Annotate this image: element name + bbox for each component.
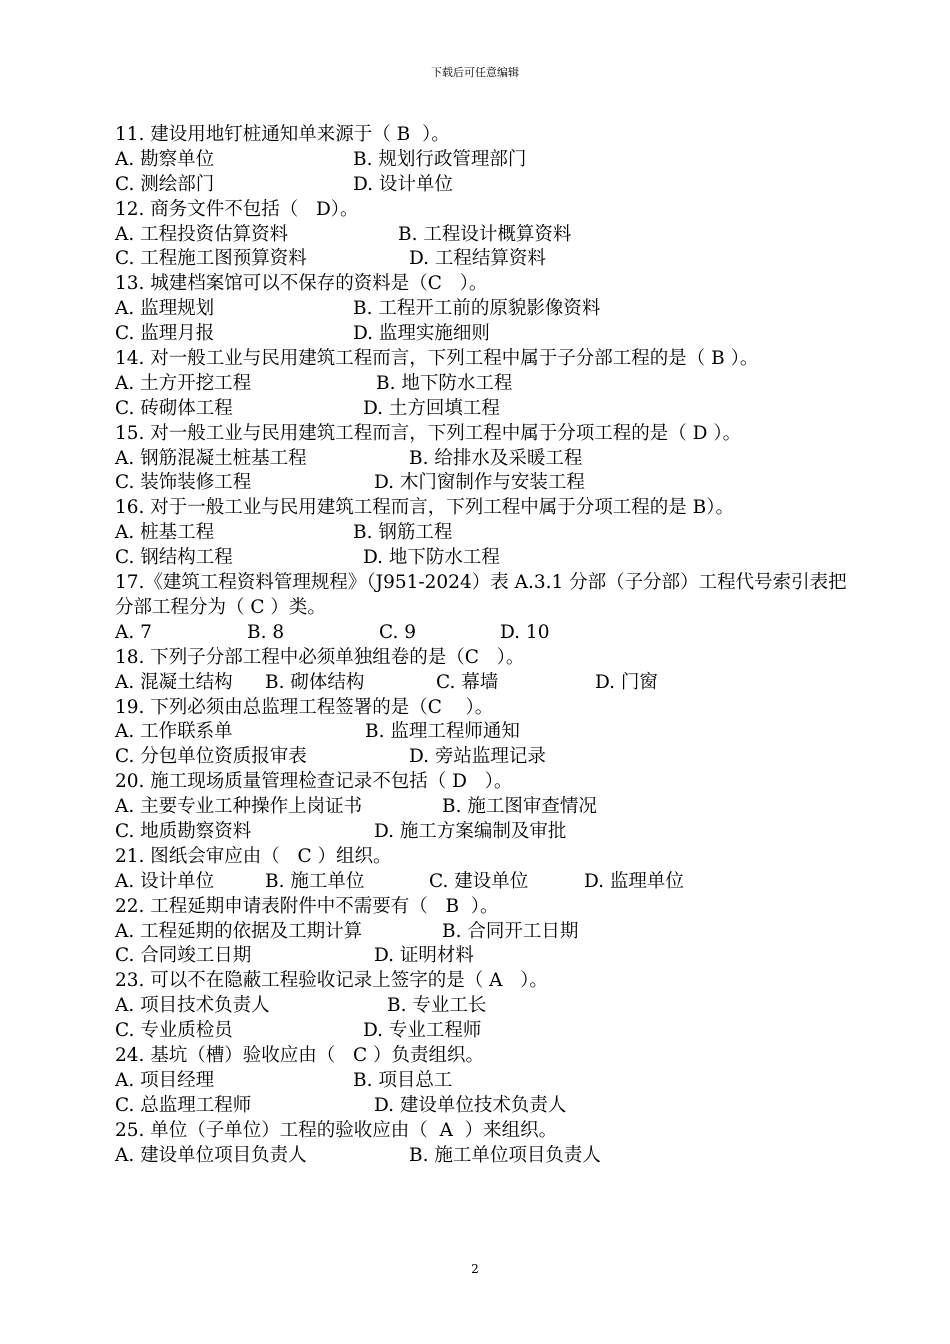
answer-options-row: [115, 720, 860, 745]
question-text: 15. 对一般工业与民用建筑工程而言，下列工程中属于分项工程的是（ D ）。: [115, 422, 742, 444]
answer-options-row: [115, 521, 860, 546]
answer-options-row: [115, 322, 860, 347]
answer-option: B. 项目总工: [353, 1069, 453, 1091]
answer-option: D. 监理实施细则: [353, 323, 490, 345]
answer-option: D. 地下防水工程: [363, 547, 500, 569]
answer-option: D. 旁站监理记录: [409, 746, 546, 768]
answer-options-row: [115, 1069, 860, 1094]
answer-option: A. 监理规划: [115, 298, 215, 320]
answer-options-row: [115, 297, 860, 322]
question-text: 13. 城建档案馆可以不保存的资料是（C ）。: [115, 273, 488, 295]
answer-options-row: [115, 994, 860, 1019]
answer-option: C. 合同竣工日期: [115, 945, 252, 967]
question-text: 11. 建设用地钉桩通知单来源于（ B ）。: [115, 124, 450, 145]
answer-options-row: [115, 820, 860, 845]
answer-option: B. 合同开工日期: [442, 920, 579, 942]
answer-option: A. 项目经理: [115, 1069, 215, 1091]
answer-options-row: [115, 745, 860, 770]
answer-option: A. 项目技术负责人: [115, 995, 270, 1017]
question-text: 23. 可以不在隐蔽工程验收记录上签字的是（ A ）。: [115, 970, 548, 992]
answer-options-row: [115, 795, 860, 820]
question-text: 17.《建筑工程资料管理规程》（J951-2024）表 A.3.1 分部（子分部）工程代号索引表把分部工程分为（ C ）类。: [115, 572, 847, 618]
answer-option: A. 工程延期的依据及工期计算: [115, 920, 363, 942]
answer-option: D. 证明材料: [374, 945, 474, 967]
answer-option: B. 施工图审查情况: [442, 796, 597, 818]
answer-option: D. 专业工程师: [363, 1020, 482, 1042]
answer-option: C. 测绘部门: [115, 173, 215, 195]
answer-option: B. 地下防水工程: [376, 372, 513, 394]
answer-option: D. 工程结算资料: [409, 248, 546, 270]
answer-option: D. 监理单位: [584, 870, 684, 892]
answer-option: A. 桩基工程: [115, 522, 215, 544]
answer-option: A. 7: [115, 621, 152, 643]
answer-option: A. 混凝土结构: [115, 671, 233, 693]
answer-options-row: [115, 223, 860, 248]
answer-option: B. 8: [247, 621, 285, 643]
answer-option: C. 幕墙: [436, 671, 499, 693]
answer-options-row: [115, 920, 860, 945]
page-header: 下载后可任意编辑: [431, 66, 519, 79]
question-text: 25. 单位（子单位）工程的验收应由（ A ）来组织。: [115, 1119, 558, 1141]
answer-options-row: [115, 546, 860, 571]
answer-option: B. 砌体结构: [265, 671, 365, 693]
answer-option: B. 规划行政管理部门: [353, 148, 527, 170]
question-text: 19. 下列必须由总监理工程签署的是（C ）。: [115, 696, 494, 718]
answer-option: C. 监理月报: [115, 323, 215, 345]
answer-option: C. 地质勘察资料: [115, 820, 252, 842]
answer-option: C. 总监理工程师: [115, 1094, 252, 1116]
answer-option: C. 钢结构工程: [115, 547, 233, 569]
answer-options-row: [115, 944, 860, 969]
answer-option: D. 土方回填工程: [363, 397, 500, 419]
answer-option: D. 木门窗制作与安装工程: [374, 472, 585, 494]
question-text: 24. 基坑（槽）验收应由（ C ）负责组织。: [115, 1045, 484, 1066]
answer-option: A. 工程投资估算资料: [115, 223, 289, 245]
answer-options-row: [115, 621, 860, 646]
answer-option: A. 建设单位项目负责人: [115, 1144, 307, 1166]
answer-option: B. 专业工长: [387, 995, 487, 1017]
answer-option: D. 设计单位: [353, 173, 453, 195]
answer-options-row: [115, 1144, 860, 1169]
answer-option: C. 装饰装修工程: [115, 472, 252, 494]
answer-option: A. 土方开挖工程: [115, 372, 252, 394]
question-list: [115, 123, 860, 1168]
answer-options-row: [115, 471, 860, 496]
answer-options-row: [115, 870, 860, 895]
answer-option: B. 工程设计概算资料: [398, 223, 572, 245]
answer-option: D. 建设单位技术负责人: [374, 1094, 567, 1116]
answer-option: B. 工程开工前的原貌影像资料: [353, 298, 601, 320]
answer-option: B. 施工单位项目负责人: [409, 1144, 601, 1166]
answer-option: B. 给排水及采暖工程: [409, 447, 583, 469]
answer-option: C. 9: [379, 621, 417, 643]
answer-option: A. 主要专业工种操作上岗证书: [115, 796, 363, 818]
answer-option: C. 工程施工图预算资料: [115, 248, 307, 270]
answer-options-row: [115, 671, 860, 696]
answer-options-row: [115, 1019, 860, 1044]
answer-option: A. 勘察单位: [115, 148, 215, 170]
page-number: 2: [471, 1262, 479, 1276]
answer-options-row: [115, 1094, 860, 1119]
answer-option: A. 工作联系单: [115, 721, 233, 743]
answer-option: D. 10: [500, 621, 550, 643]
question-text: 21. 图纸会审应由（ C ）组织。: [115, 845, 392, 867]
answer-option: B. 钢筋工程: [353, 522, 453, 544]
answer-options-row: [115, 173, 860, 198]
question-text: 20. 施工现场质量管理检查记录不包括（ D ）。: [115, 771, 513, 793]
answer-option: C. 分包单位资质报审表: [115, 746, 307, 768]
answer-option: A. 设计单位: [115, 870, 215, 892]
answer-option: C. 专业质检员: [115, 1020, 233, 1042]
answer-options-row: [115, 447, 860, 472]
answer-options-row: [115, 148, 860, 173]
question-text: 16. 对于一般工业与民用建筑工程而言，下列工程中属于分项工程的是 B）。: [115, 497, 735, 519]
question-text: 12. 商务文件不包括（ D）。: [115, 198, 359, 220]
answer-option: C. 建设单位: [429, 870, 529, 892]
answer-option: D. 门窗: [595, 671, 658, 693]
question-text: 14. 对一般工业与民用建筑工程而言，下列工程中属于子分部工程的是（ B ）。: [115, 348, 759, 370]
answer-options-row: [115, 397, 860, 422]
answer-option: C. 砖砌体工程: [115, 397, 233, 419]
answer-option: B. 施工单位: [265, 870, 365, 892]
question-text: 22. 工程延期申请表附件中不需要有（ B ）。: [115, 895, 499, 917]
question-text: 18. 下列子分部工程中必须单独组卷的是（C ）。: [115, 646, 525, 668]
answer-options-row: [115, 247, 860, 272]
answer-option: D. 施工方案编制及审批: [374, 820, 567, 842]
answer-options-row: [115, 372, 860, 397]
answer-option: A. 钢筋混凝土桩基工程: [115, 447, 307, 469]
answer-option: B. 监理工程师通知: [365, 721, 520, 743]
